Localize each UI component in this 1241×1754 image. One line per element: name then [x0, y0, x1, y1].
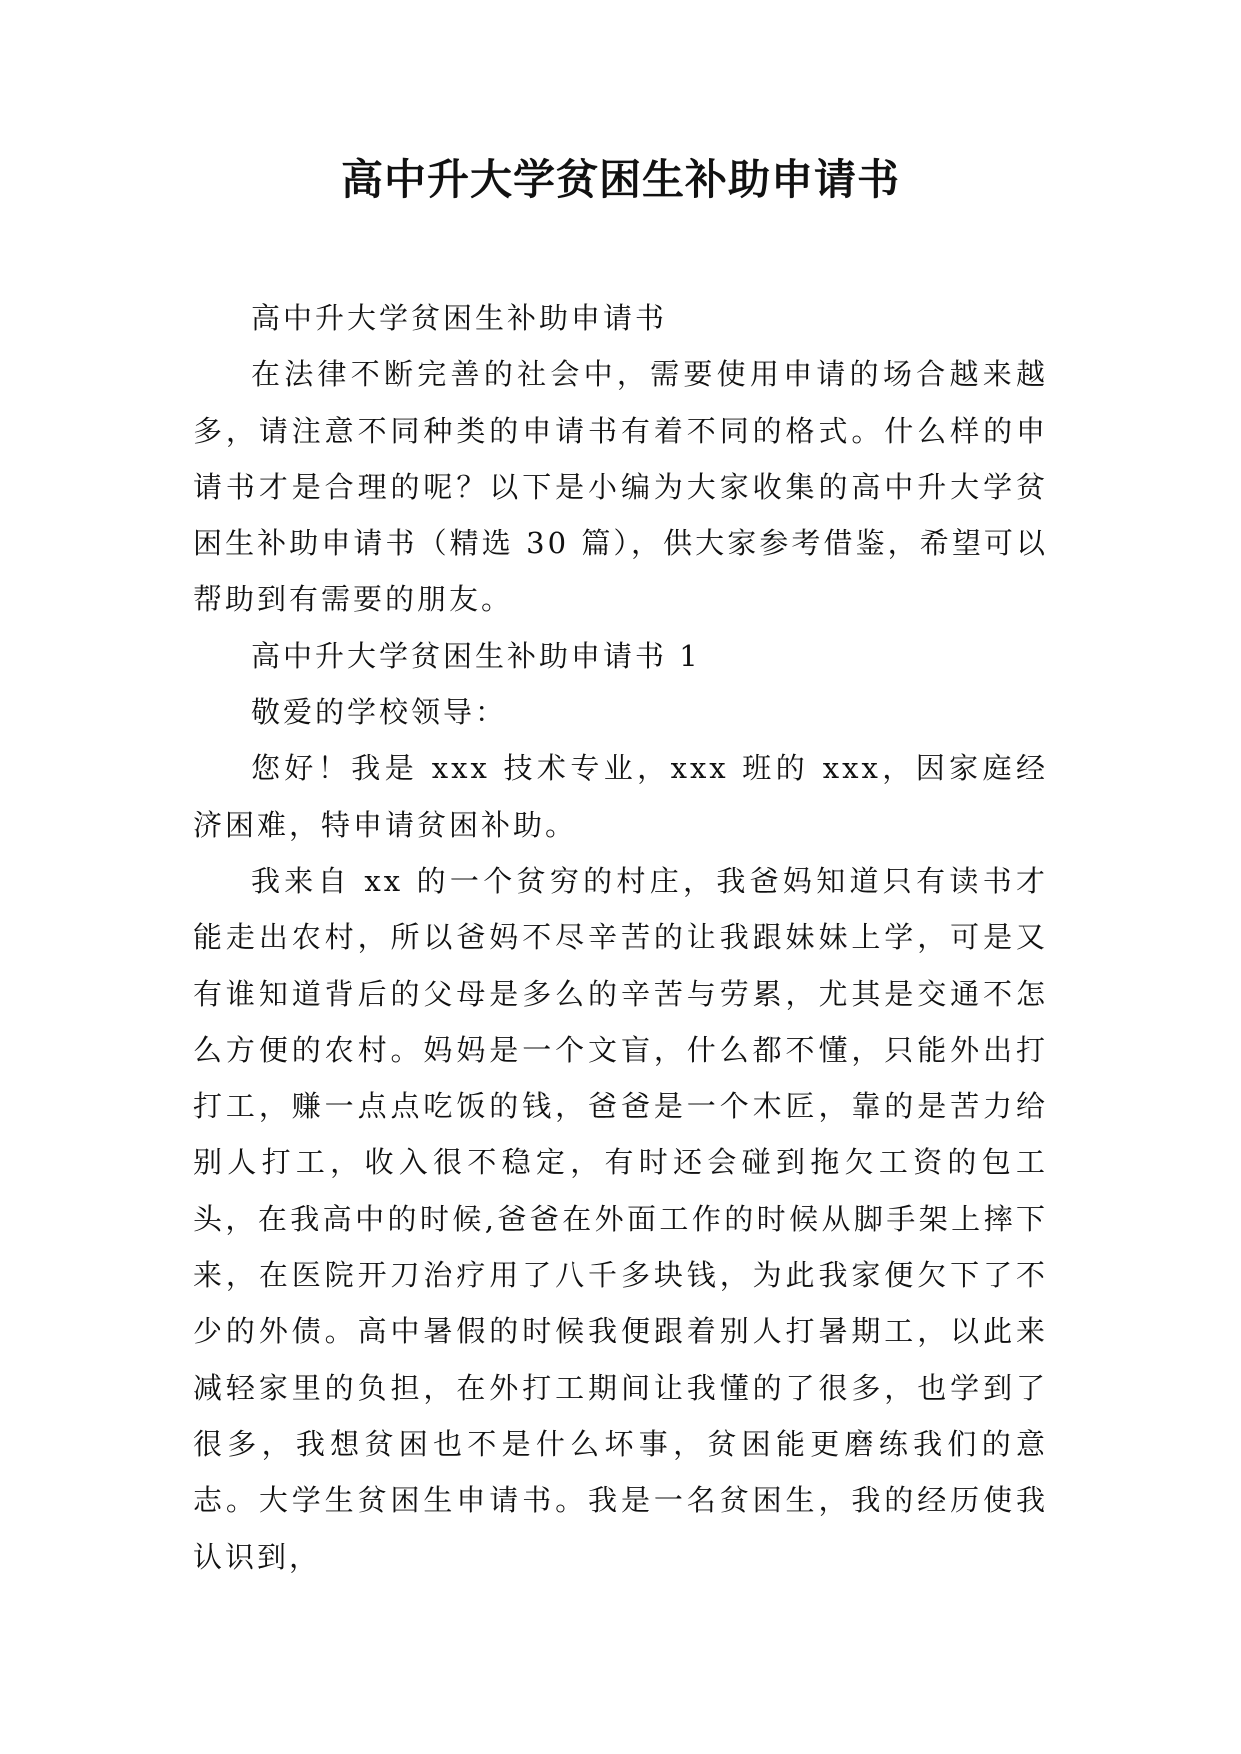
- paragraph-body: 我来自 xx 的一个贫穷的村庄，我爸妈知道只有读书才能走出农村，所以爸妈不尽辛苦的让我跟妹妹上学，可是又有谁知道背后的父母是多么的辛苦与劳累，尤其是交通不怎么方便的农村。妈妈是一个文盲，什么都不懂，只能外出打打工，赚一点点吃饭的钱，爸爸是一个木匠，靠的是苦力给别人打工，收入很不稳定，有时还会碰到拖欠工资的包工头，在我高中的时候,爸爸在外面工作的时候从脚手架上摔下来，在医院开刀治疗用了八千多块钱，为此我家便欠下了不少的外债。高中暑假的时候我便跟着别人打暑期工，以此来减轻家里的负担，在外打工期间让我懂的了很多，也学到了很多，我想贫困也不是什么坏事，贫困能更磨练我们的意志。大学生贫困生申请书。我是一名贫困生，我的经历使我认识到，: [193, 863, 1048, 1574]
- paragraph-salutation: 敬爱的学校领导：: [251, 695, 508, 730]
- paragraph-section-title: 高中升大学贫困生补助申请书 1: [251, 638, 701, 673]
- paragraph-greeting: 您好！我是 xxx 技术专业，xxx 班的 xxx，因家庭经济困难，特申请贫困补助。: [193, 751, 1048, 842]
- paragraph-heading: 高中升大学贫困生补助申请书: [251, 301, 668, 335]
- paragraph-intro: 在法律不断完善的社会中，需要使用申请的场合越来越多，请注意不同种类的申请书有着不同的格式。什么样的申请书才是合理的呢？以下是小编为大家收集的高中升大学贫困生补助申请书（精选 30 篇），供大家参考借鉴，希望可以帮助到有需要的朋友。: [193, 357, 1048, 617]
- document-title: 高中升大学贫困生补助申请书: [340, 155, 900, 204]
- document-body: [193, 290, 1048, 1585]
